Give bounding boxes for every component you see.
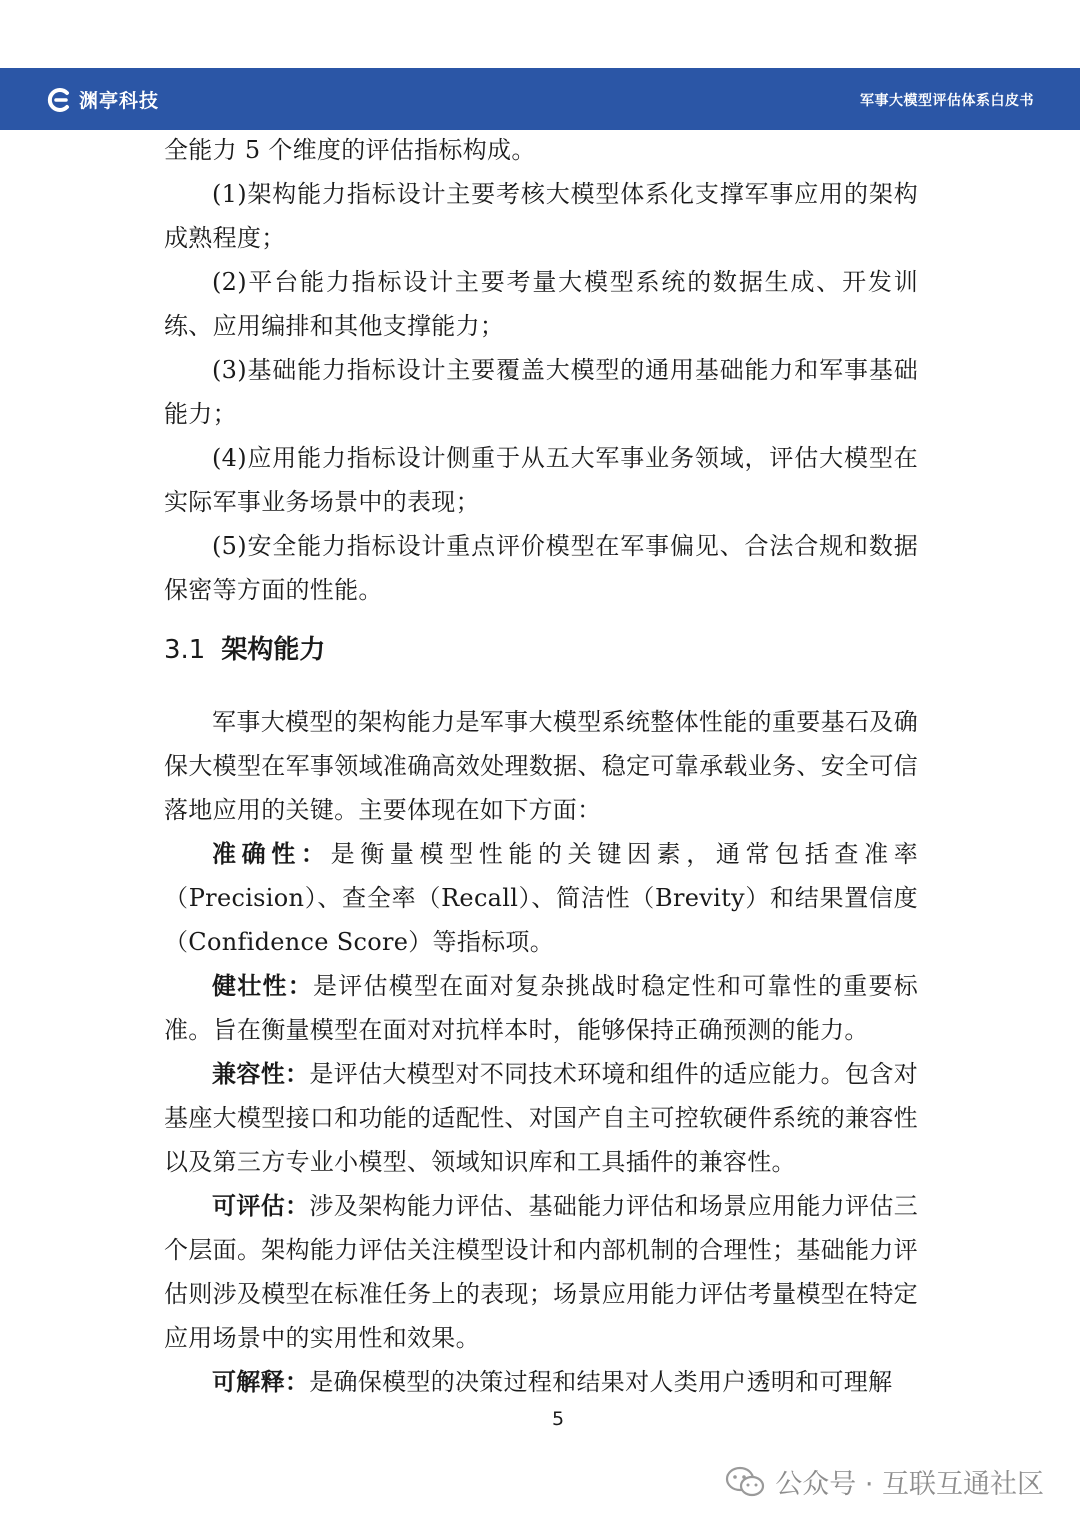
intro-item-5: (5)安全能力指标设计重点评价模型在军事偏见、合法合规和数据保密等方面的性能。 <box>164 532 918 604</box>
brand <box>46 86 159 113</box>
term-label: 兼容性： <box>212 1059 310 1088</box>
term-description: 是确保模型的决策过程和结果对人类用户透明和可理解 <box>309 1368 893 1396</box>
term-description: 是评估模型在面对复杂挑战时稳定性和可靠性的重要标准。旨在衡量模型在面对对抗样本时，能够保持正确预测的能力。 <box>164 972 918 1044</box>
document-title: 军事大模型评估体系白皮书 <box>860 93 1034 109</box>
term-label: 准确性： <box>212 839 331 868</box>
brand-name: 渊亭科技 <box>79 90 160 112</box>
capability-evaluability <box>164 1184 918 1360</box>
term-label: 可评估： <box>212 1191 310 1220</box>
capability-accuracy <box>164 832 918 964</box>
capability-explainability <box>164 1360 918 1404</box>
capability-robustness <box>164 964 918 1052</box>
term-description: 涉及架构能力评估、基础能力评估和场景应用能力评估三个层面。架构能力评估关注模型设计和内部机制的合理性；基础能力评估则涉及模型在标准任务上的表现；场景应用能力评估考量模型在特定应用场景中的实用性和效果。 <box>164 1192 919 1352</box>
intro-item-1: (1)架构能力指标设计主要考核大模型体系化支撑军事应用的架构成熟程度； <box>164 180 918 252</box>
term-description: 是衡量模型性能的关键因素，通常包括查准率（Precision）、查全率（Recall）、简洁性（Brevity）和结果置信度（Confidence Score）等指标项。 <box>164 840 919 956</box>
section-heading <box>164 626 918 674</box>
company-logo-icon <box>46 87 72 113</box>
section-number: 3.1 <box>164 635 206 665</box>
page-number: 5 <box>551 1408 565 1430</box>
intro-continuation: 全能力 5 个维度的评估指标构成。 <box>164 136 536 164</box>
term-label: 可解释： <box>212 1367 310 1396</box>
wechat-watermark <box>725 1462 1044 1501</box>
watermark-text: 公众号 · 互联互通社区 <box>775 1469 1044 1500</box>
term-label: 健壮性： <box>212 971 313 1000</box>
wechat-icon <box>725 1466 765 1498</box>
section-title: 架构能力 <box>221 635 326 665</box>
intro-item-2: (2)平台能力指标设计主要考量大模型系统的数据生成、开发训练、应用编排和其他支撑能力； <box>164 268 918 340</box>
page-header <box>0 68 1080 130</box>
page-content <box>164 128 918 1404</box>
term-description: 是评估大模型对不同技术环境和组件的适应能力。包含对基座大模型接口和功能的适配性、对国产自主可控软硬件系统的兼容性以及第三方专业小模型、领域知识库和工具插件的兼容性。 <box>164 1060 919 1176</box>
intro-item-4: (4)应用能力指标设计侧重于从五大军事业务领域，评估大模型在实际军事业务场景中的表现； <box>164 444 918 516</box>
capability-compatibility <box>164 1052 918 1184</box>
section-intro: 军事大模型的架构能力是军事大模型系统整体性能的重要基石及确保大模型在军事领域准确高效处理数据、稳定可靠承载业务、安全可信落地应用的关键。主要体现在如下方面： <box>164 708 918 824</box>
intro-item-3: (3)基础能力指标设计主要覆盖大模型的通用基础能力和军事基础能力； <box>164 356 918 428</box>
